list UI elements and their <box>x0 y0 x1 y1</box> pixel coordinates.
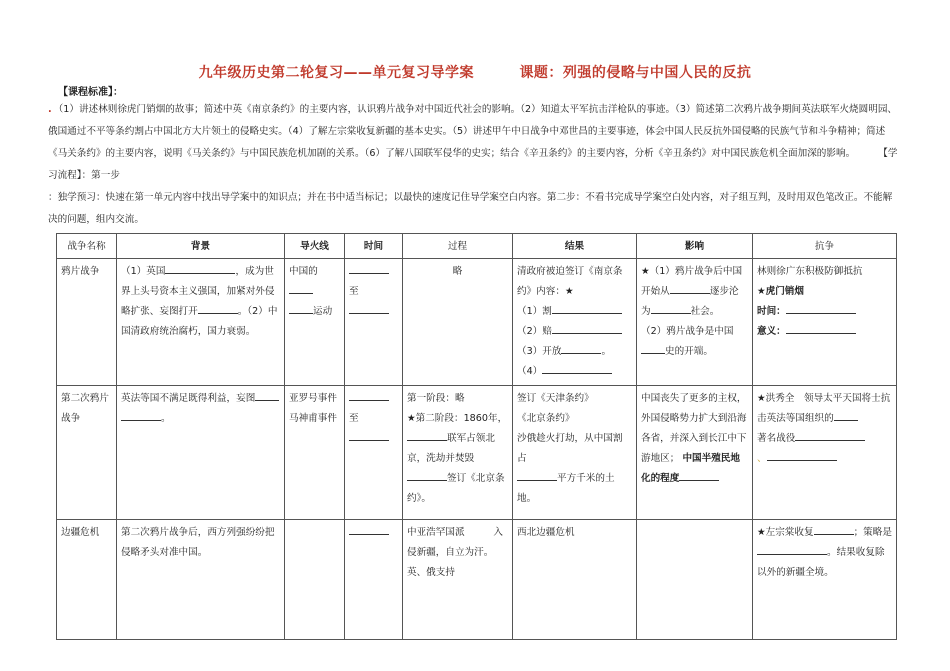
header-process: 过程 <box>403 234 513 259</box>
header-resistance: 抗争 <box>753 234 897 259</box>
title-main: 九年级历史第二轮复习——单元复习导学案 <box>198 65 475 81</box>
trigger-cell: 中国的 运动 <box>285 259 345 386</box>
blank-field[interactable] <box>289 282 313 294</box>
blank-field[interactable] <box>834 409 858 421</box>
blank-field[interactable] <box>407 469 447 481</box>
process-cell: 中亚浩罕国派 入侵新疆，自立为汗。英、俄支持 <box>403 520 513 640</box>
time-cell: 至 <box>345 259 403 386</box>
process-cell: 略 <box>403 259 513 386</box>
result-cell: 西北边疆危机 <box>513 520 637 640</box>
study-flow-label: 【学习流程】：第一步 <box>48 148 898 181</box>
header-result: 结果 <box>513 234 637 259</box>
background-cell: 第二次鸦片战争后，西方列强纷纷把侵略矛头对准中国。 <box>117 520 285 640</box>
blank-field[interactable] <box>255 389 279 401</box>
header-time: 时间 <box>345 234 403 259</box>
standards-label: 【课程标准】： <box>58 87 123 98</box>
blank-field[interactable] <box>542 362 612 374</box>
blank-field[interactable] <box>814 523 854 535</box>
bullet-dot: . <box>48 104 52 115</box>
standards-text: （1）讲述林则徐虎门销烟的故事；简述中英《南京条约》的主要内容，认识鸦片战争对中国近代社会的影响。（2）知道太平军抗击洋枪队的事迹。（3）简述第二次鸦片战争期间英法联军火烧圆明园、俄国通过不平等条约割占中国北方大片领土的侵略史实。（4）了解左宗棠收复新疆的基本史实。（5）讲述甲午中日战争中邓世昌的主要事迹，体会中国人民反抗外国侵略的民族气节和斗争精神；简述《马关条约》的主要内容，说明《马关条约》与中国民族危机加剧的关系。（6）了解八国联军侵华的史实；结合《辛丑条约》的主要内容，分析《辛丑条约》对中国民族危机全面加深的影响。 <box>48 104 898 159</box>
header-background: 背景 <box>117 234 285 259</box>
blank-field[interactable] <box>165 262 235 274</box>
header-war-name: 战争名称 <box>57 234 117 259</box>
blank-field[interactable] <box>289 302 313 314</box>
blank-field[interactable] <box>349 302 389 314</box>
intro-text <box>48 99 898 231</box>
study-flow-text: ：独学预习：快速在第一单元内容中找出导学案中的知识点；并在书中适当标记；以最快的速度记住导学案空白内容。第二步：不看书完成导学案空白处内容，对子组互判，及时用双色笔改正。不能解决的问题，组内交流。 <box>48 192 893 225</box>
blank-field[interactable] <box>407 429 447 441</box>
time-cell <box>345 520 403 640</box>
table-header-row <box>57 234 897 259</box>
blank-field[interactable] <box>349 389 389 401</box>
result-cell: 签订《天津条约》 《北京条约》 沙俄趁火打劫，从中国割占 平方千米的土地。 <box>513 386 637 520</box>
background-cell: （1）英国 ，成为世界上头号资本主义强国，加紧对外侵略扩张、妄图打开 。（2）中国清政府统治腐朽，国力衰弱。 <box>117 259 285 386</box>
header-impact: 影响 <box>637 234 753 259</box>
blank-field[interactable] <box>349 262 389 274</box>
blank-field[interactable] <box>757 543 827 555</box>
background-cell: 英法等国不满足既得利益，妄图。 <box>117 386 285 520</box>
trigger-cell <box>285 520 345 640</box>
page-title <box>0 62 950 82</box>
blank-field[interactable] <box>561 342 601 354</box>
blank-field[interactable] <box>641 342 665 354</box>
blank-field[interactable] <box>786 322 856 334</box>
trigger-cell: 亚罗号事件 马神甫事件 <box>285 386 345 520</box>
resistance-cell: ★洪秀全 领导太平天国将士抗击英法等国组织的 著名战役 、 <box>753 386 897 520</box>
blank-field[interactable] <box>121 409 161 421</box>
table-row <box>57 386 897 520</box>
war-name-cell: 鸦片战争 <box>57 259 117 386</box>
table-row <box>57 259 897 386</box>
blank-field[interactable] <box>786 302 856 314</box>
blank-field[interactable] <box>651 302 691 314</box>
blank-field[interactable] <box>670 282 710 294</box>
blank-field[interactable] <box>349 523 389 535</box>
blank-field[interactable] <box>767 449 837 461</box>
blank-field[interactable] <box>198 302 238 314</box>
blank-field[interactable] <box>679 469 719 481</box>
result-cell: 清政府被迫签订《南京条约》内容：★ （1）割（2）赔 （3）开放 。 （4） <box>513 259 637 386</box>
war-name-cell: 第二次鸦片战争 <box>57 386 117 520</box>
time-cell: 至 <box>345 386 403 520</box>
review-table <box>56 233 897 640</box>
impact-cell <box>637 520 753 640</box>
war-name-cell: 边疆危机 <box>57 520 117 640</box>
blank-field[interactable] <box>349 429 389 441</box>
impact-cell: 中国丧失了更多的主权，外国侵略势力扩大到沿海各省，并深入到长江中下游地区； 中国半殖民地化的程度 <box>637 386 753 520</box>
resistance-cell: ★左宗棠收复 ；策略是 。结果收复除 以外的新疆全境。 <box>753 520 897 640</box>
table-row <box>57 520 897 640</box>
blank-field[interactable] <box>517 469 557 481</box>
header-trigger: 导火线 <box>285 234 345 259</box>
blank-field[interactable] <box>552 302 622 314</box>
blank-field[interactable] <box>795 429 865 441</box>
title-topic: 课题：列强的侵略与中国人民的反抗 <box>519 65 752 81</box>
impact-cell: ★（1）鸦片战争后中国开始从 逐步沦为 社会。 （2）鸦片战争是中国史的开端。 <box>637 259 753 386</box>
process-cell: 第一阶段：略 ★第二阶段：1860年， 联军占领北京，洗劫并焚毁签订《北京条约》。 <box>403 386 513 520</box>
resistance-cell: 林则徐广东积极防御抵抗 ★虎门销烟 时间： 意义： <box>753 259 897 386</box>
blank-field[interactable] <box>552 322 622 334</box>
